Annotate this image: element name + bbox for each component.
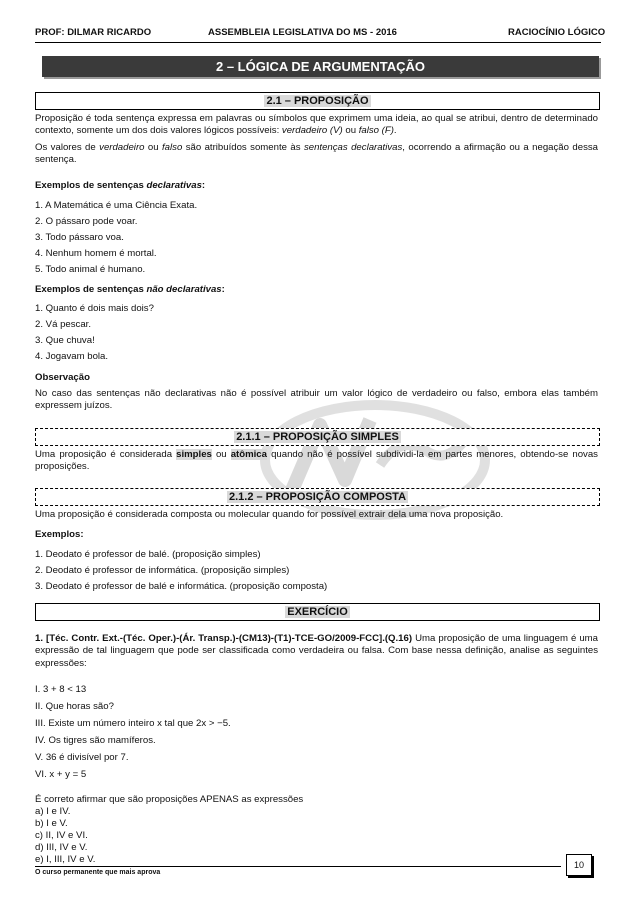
text-verdadeiro: verdadeiro xyxy=(99,142,145,153)
answer-option: d) III, IV e V. xyxy=(35,842,88,853)
heading-declarative-examples xyxy=(35,180,205,192)
list-item: 3. Deodato é professor de balé e informática. (proposição composta) xyxy=(35,581,328,592)
text-verdadeiro: verdadeiro (V) xyxy=(281,125,343,137)
list-item: 4. Nenhum homem é mortal. xyxy=(35,248,157,259)
answer-option: a) I e IV. xyxy=(35,806,71,817)
list-item: 4. Jogavam bola. xyxy=(35,351,109,362)
section-heading-2-1-1-label: 2.1.1 – PROPOSIÇÃO SIMPLES xyxy=(236,431,399,443)
section-heading-2-1-1 xyxy=(35,428,600,446)
text: Exemplos de sentenças xyxy=(35,284,147,295)
list-item: 2. O pássaro pode voar. xyxy=(35,216,138,227)
text-sentencas-declarativas: sentenças declarativas xyxy=(303,142,403,153)
expression-item: V. 36 é divisível por 7. xyxy=(35,752,129,763)
list-item: 1. A Matemática é uma Ciência Exata. xyxy=(35,200,198,211)
footer-divider xyxy=(35,866,561,867)
question-1-source: 1. [Téc. Contr. Ext.-(Téc. Oper.)-(Ár. Transp.)-(CM13)-(T1)-TCE-GO/2009-FCC].(Q.16) xyxy=(35,633,413,644)
text: são atribuídos somente às xyxy=(182,142,304,153)
text: não declarativas xyxy=(146,284,222,295)
text: , ocorrendo a afirmação ou a negação dessa sentença. xyxy=(35,142,599,166)
list-item: 1. Deodato é professor de balé. (proposição simples) xyxy=(35,549,261,560)
paragraph-simple xyxy=(35,449,598,474)
text: Os valores de xyxy=(35,142,100,153)
heading-nondeclarative-examples xyxy=(35,284,225,296)
header-exam: ASSEMBLEIA LEGISLATIVA DO MS - 2016 xyxy=(208,27,397,38)
text: Uma proposição é considerada xyxy=(35,449,177,460)
paragraph-observation: No caso das sentenças não declarativas não é possível atribuir um valor lógico de verdadeiro ou falso, embora elas também expressem juízos. xyxy=(35,388,598,412)
expression-item: II. Que horas são? xyxy=(35,701,114,712)
text: : xyxy=(221,284,225,295)
section-heading-2-1 xyxy=(35,92,600,110)
text: ou xyxy=(144,142,163,153)
header-divider xyxy=(35,42,601,43)
text: quando não é possível subdividi-la em partes menores, obtendo-se novas proposições. xyxy=(35,449,598,473)
list-item: 3. Todo pássaro voa. xyxy=(35,232,124,243)
page-number: 10 xyxy=(566,854,592,876)
heading-examples: Exemplos: xyxy=(35,529,84,540)
answer-option: c) II, IV e VI. xyxy=(35,830,88,841)
text-falso: falso (F) xyxy=(358,125,394,137)
text: ou xyxy=(211,449,231,460)
text: ou xyxy=(342,125,359,137)
header-author: PROF: DILMAR RICARDO xyxy=(35,27,152,38)
list-item: 3. Que chuva! xyxy=(35,335,95,346)
expression-item: III. Existe um número inteiro x tal que 2x > −5. xyxy=(35,718,231,729)
section-heading-2-1-2 xyxy=(35,488,600,506)
paragraph-values xyxy=(35,142,598,167)
answer-option: b) I e V. xyxy=(35,818,68,829)
text-falso: falso xyxy=(162,142,183,153)
chapter-title: 2 – LÓGICA DE ARGUMENTAÇÃO xyxy=(42,56,599,77)
list-item: 2. Deodato é professor de informática. (proposição simples) xyxy=(35,565,290,576)
footer-slogan: O curso permanente que mais aprova xyxy=(35,869,161,876)
text: Proposição é toda sentença expressa em palavras ou símbolos que exprimem uma ideia, ao qual se atribui, dentro de determinado contexto, somente um dos dois valores lógicos possíveis: xyxy=(35,113,598,137)
answer-option: e) I, III, IV e V. xyxy=(35,854,96,865)
question-1 xyxy=(35,633,598,670)
text-simples: simples xyxy=(176,449,212,460)
paragraph-definition xyxy=(35,113,598,138)
text: declarativas xyxy=(146,180,202,191)
heading-observation: Observação xyxy=(35,372,90,383)
question-1-text: Uma proposição de uma linguagem é uma expressão de tal linguagem que pode ser classificada como verdadeira ou falsa. Com base nessa definição, analise as seguintes expressões: xyxy=(35,633,599,669)
section-heading-exercise xyxy=(35,603,600,621)
list-item: 5. Todo animal é humano. xyxy=(35,264,146,275)
text: : xyxy=(201,180,206,191)
list-item: 2. Vá pescar. xyxy=(35,319,91,330)
text: . xyxy=(393,125,397,137)
text: Exemplos de sentenças xyxy=(35,180,147,191)
header-subject: RACIOCÍNIO LÓGICO xyxy=(508,27,606,38)
section-heading-2-1-2-label: 2.1.2 – PROPOSIÇÃO COMPOSTA xyxy=(228,491,407,503)
paragraph-compound: Uma proposição é considerada composta ou molecular quando for possível extrair dela uma nova proposição. xyxy=(35,509,504,520)
expression-item: I. 3 + 8 < 13 xyxy=(35,684,87,695)
expression-item: VI. x + y = 5 xyxy=(35,769,87,780)
text-atomica: atômica xyxy=(230,449,267,460)
list-item: 1. Quanto é dois mais dois? xyxy=(35,303,154,314)
section-heading-2-1-label: 2.1 – PROPOSIÇÃO xyxy=(266,95,369,107)
expression-item: IV. Os tigres são mamíferos. xyxy=(35,735,156,746)
question-stem: É correto afirmar que são proposições APENAS as expressões xyxy=(35,794,304,805)
section-heading-exercise-label: EXERCÍCIO xyxy=(287,606,348,618)
